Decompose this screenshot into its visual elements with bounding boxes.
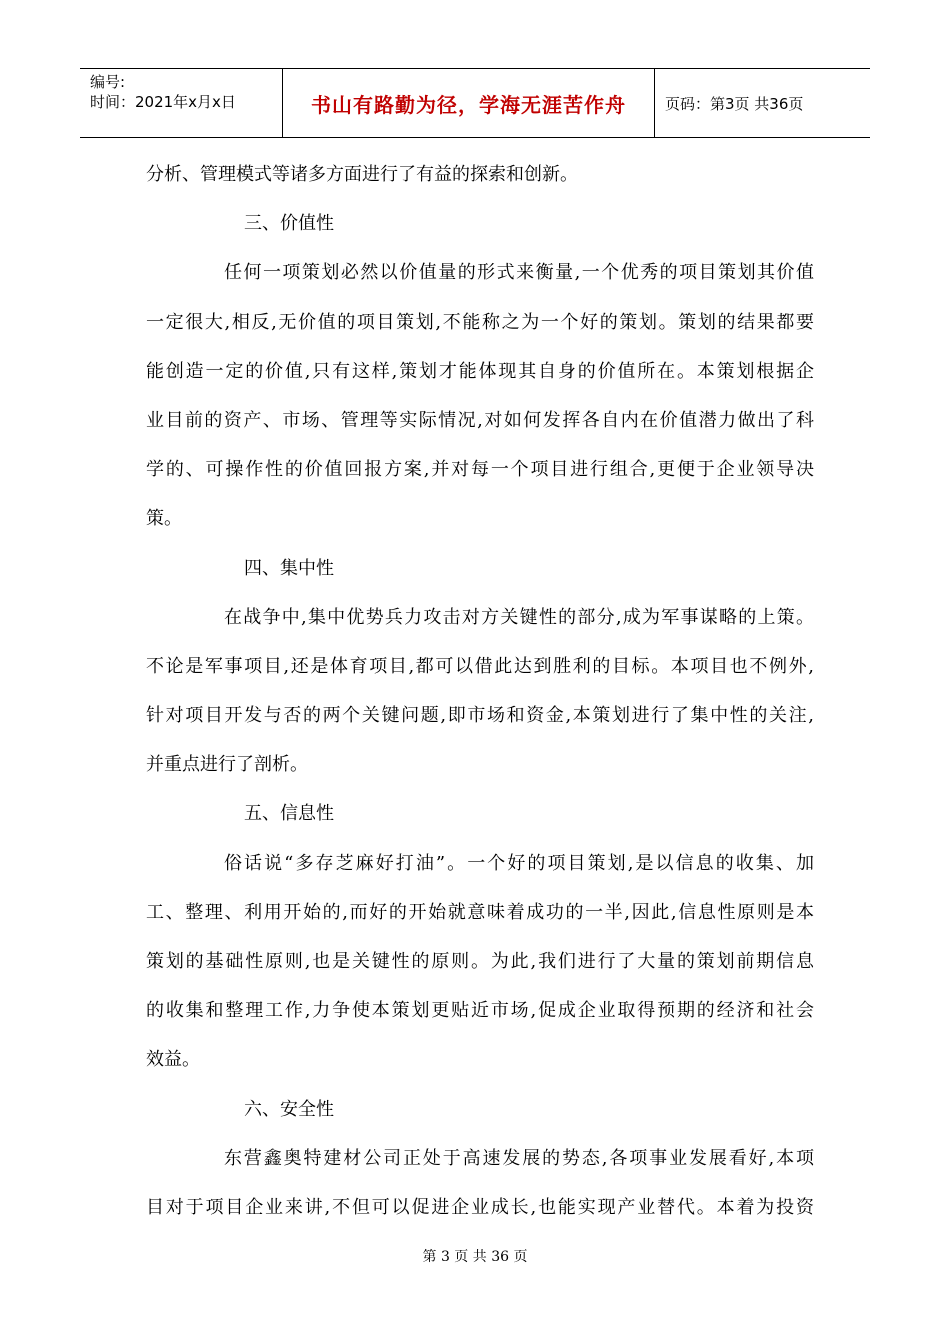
paragraph-line: 目对于项目企业来讲,不但可以促进企业成长,也能实现产业替代。本着为投资: [146, 1196, 814, 1218]
paragraph-line: 俗话说“多存芝麻好打油”。一个好的项目策划,是以信息的收集、加: [224, 852, 814, 874]
page-footer: 第 3 页 共 36 页: [422, 1249, 528, 1265]
paragraph-line: 在战争中,集中优势兵力攻击对方关键性的部分,成为军事谋略的上策。: [224, 606, 814, 628]
paragraph-line: 学的、可操作性的价值回报方案,并对每一个项目进行组合,更便于企业领导决: [146, 459, 814, 481]
header-page-cell: [655, 69, 870, 137]
section-heading: 六、安全性: [244, 1098, 334, 1120]
section-heading: 五、信息性: [244, 803, 334, 825]
paragraph-line: 针对项目开发与否的两个关键问题,即市场和资金,本策划进行了集中性的关注,: [146, 705, 814, 727]
paragraph-line: 业目前的资产、市场、管理等实际情况,对如何发挥各自内在价值潜力做出了科: [146, 409, 814, 431]
page-header: [80, 68, 870, 138]
paragraph-line: 策。: [146, 508, 182, 530]
document-date-label: 时间：2021年x月x日: [90, 93, 236, 111]
paragraph-line: 并重点进行了剖析。: [146, 754, 308, 776]
paragraph-line: 一定很大,相反,无价值的项目策划,不能称之为一个好的策划。策划的结果都要: [146, 311, 814, 333]
paragraph-line: 能创造一定的价值,只有这样,策划才能体现其自身的价值所在。本策划根据企: [146, 360, 814, 382]
paragraph-line: 分析、管理模式等诸多方面进行了有益的探索和创新。: [146, 164, 578, 185]
document-body: [146, 150, 814, 1232]
document-number-label: 编号:: [90, 73, 126, 91]
paragraph-line: 的收集和整理工作,力争使本策划更贴近市场,促成企业取得预期的经济和社会: [146, 1000, 814, 1022]
header-motto: 书山有路勤为径，学海无涯苦作舟: [311, 92, 626, 117]
paragraph-line: 东营鑫奥特建材公司正处于高速发展的势态,各项事业发展看好,本项: [224, 1147, 814, 1169]
paragraph-line: 效益。: [146, 1049, 200, 1071]
paragraph-line: 策划的基础性原则,也是关键性的原则。为此,我们进行了大量的策划前期信息: [146, 951, 814, 972]
header-motto-cell: [282, 69, 655, 137]
paragraph-line: 工、整理、利用开始的,而好的开始就意味着成功的一半,因此,信息性原则是本: [146, 901, 814, 923]
section-heading: 三、价值性: [244, 213, 334, 235]
section-heading: 四、集中性: [244, 557, 334, 579]
header-page-indicator: 页码：第3页 共36页: [665, 94, 804, 113]
paragraph-line: 任何一项策划必然以价值量的形式来衡量,一个优秀的项目策划其价值: [224, 262, 814, 284]
header-meta-cell: [80, 69, 282, 137]
paragraph-line: 不论是军事项目,还是体育项目,都可以借此达到胜利的目标。本项目也不例外,: [146, 655, 814, 677]
